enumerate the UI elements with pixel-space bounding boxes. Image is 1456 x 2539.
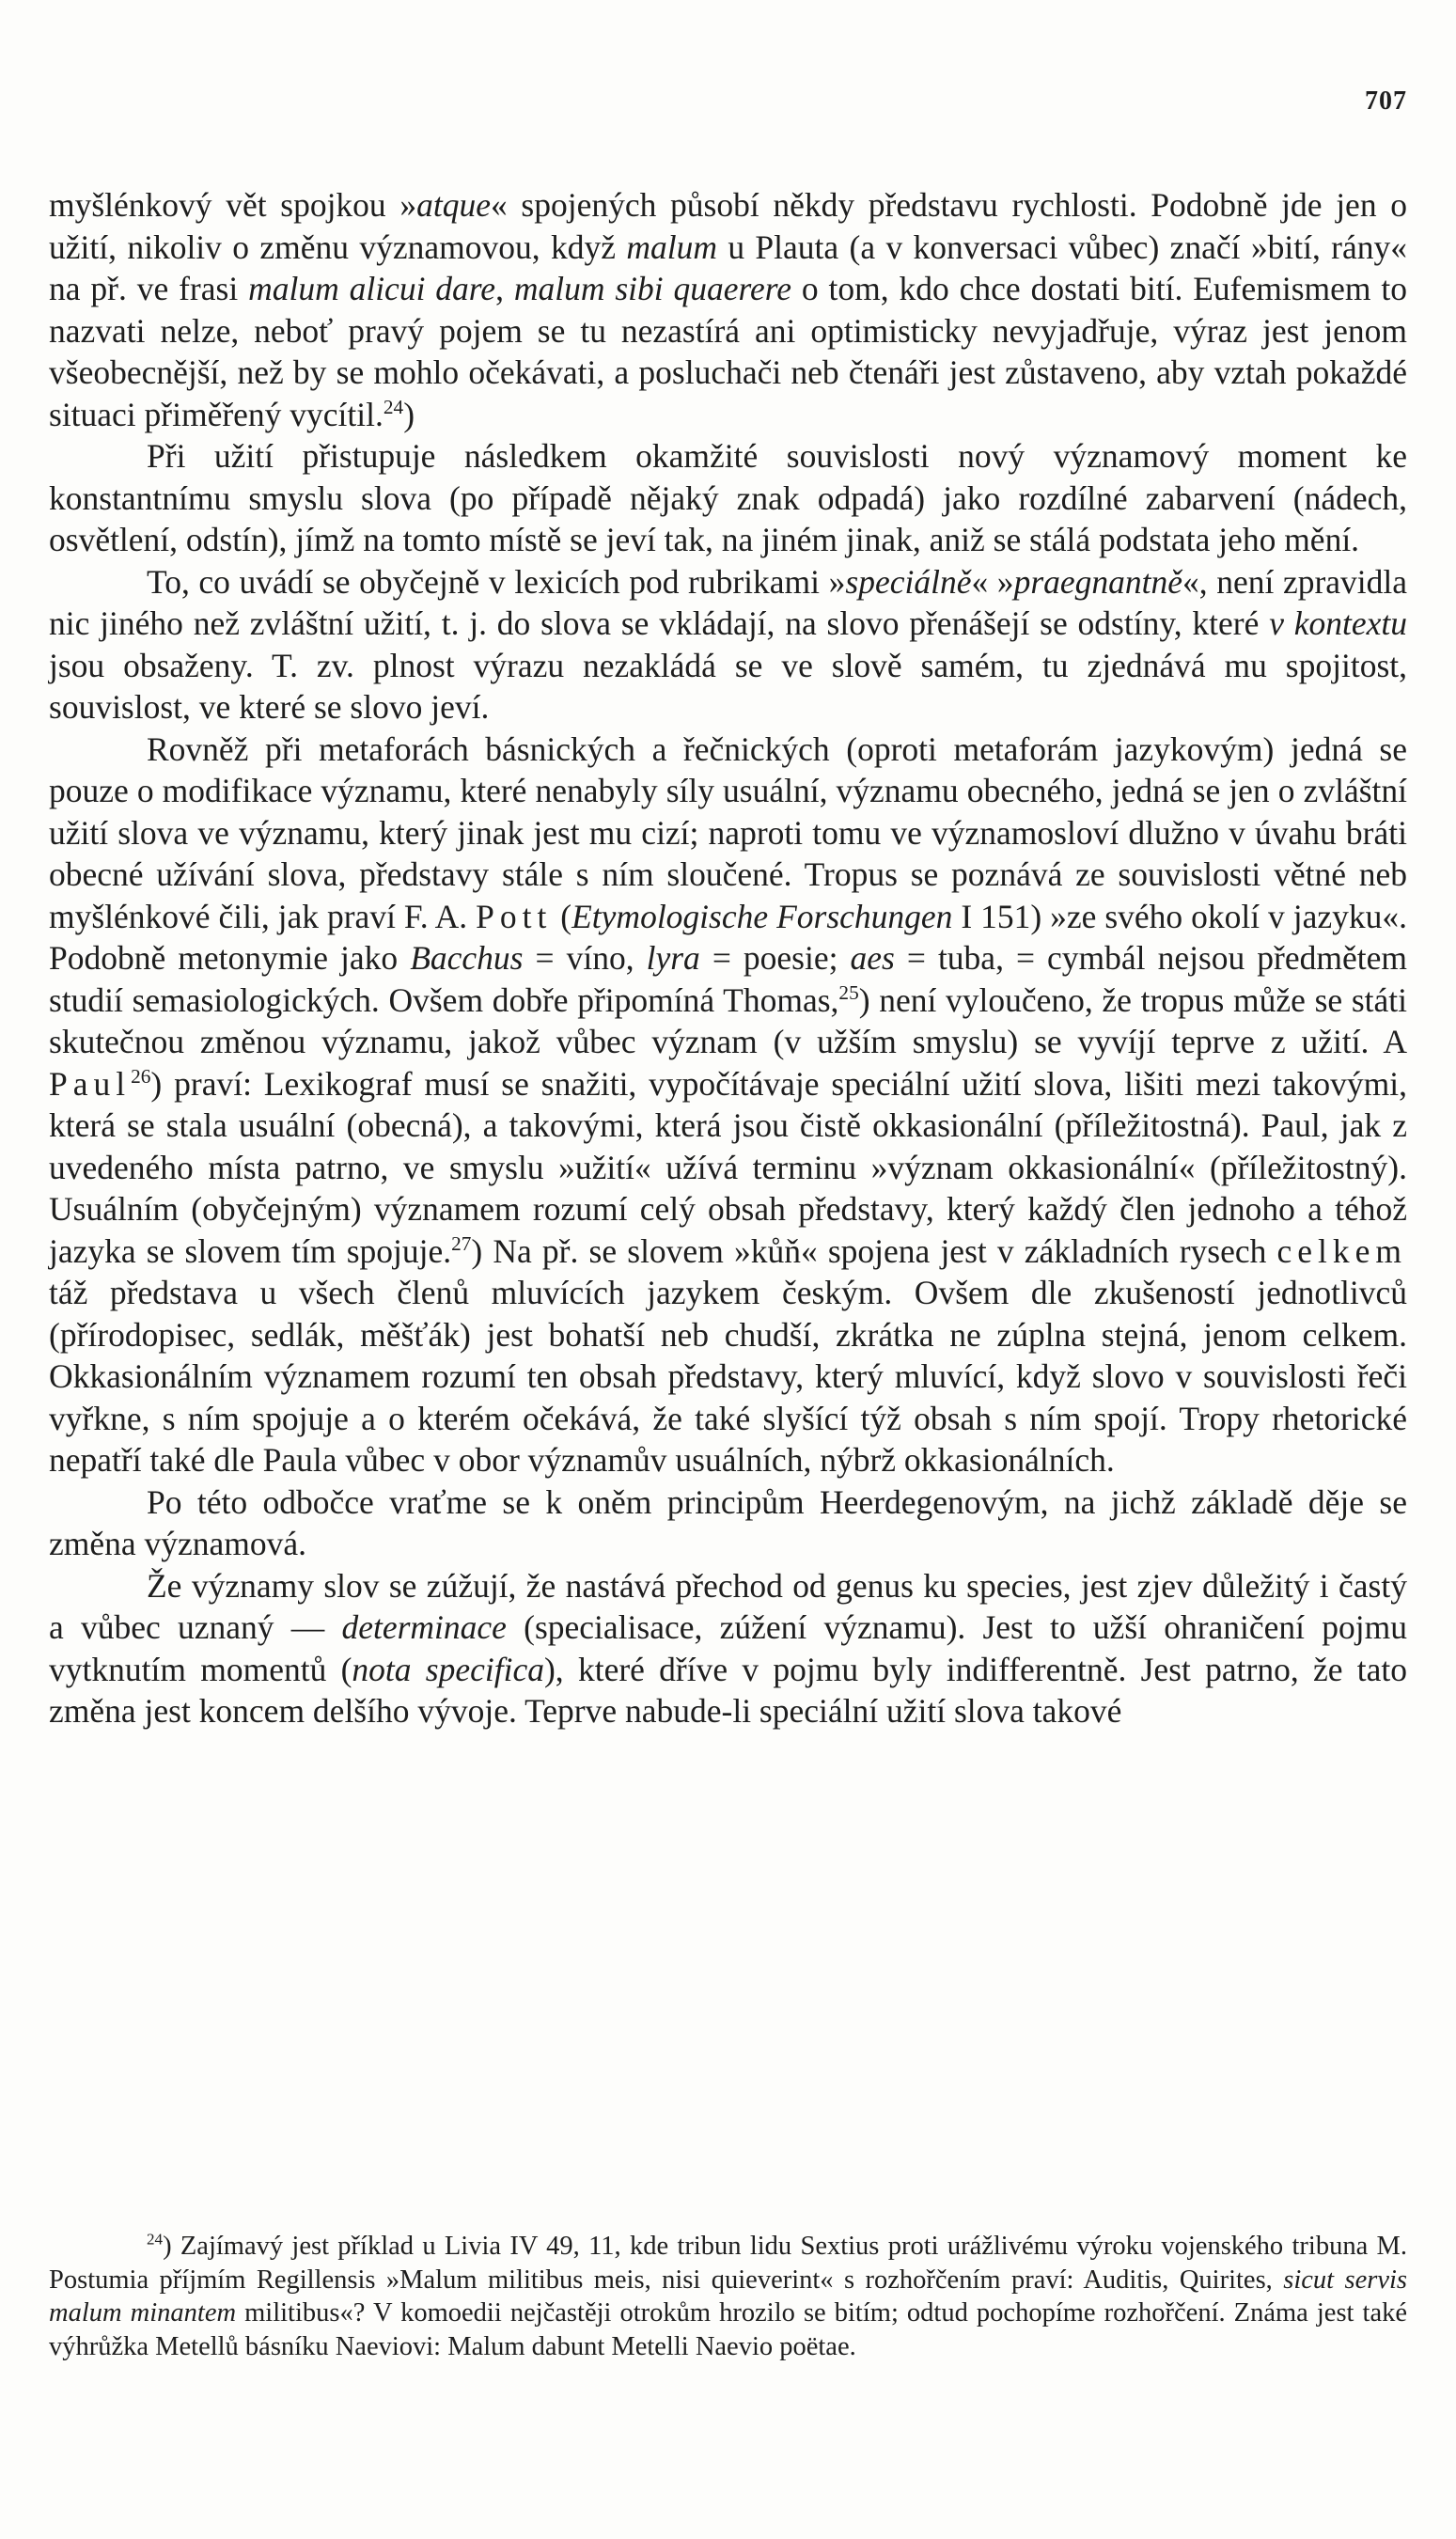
text-run: « » bbox=[971, 562, 1014, 601]
paragraph bbox=[49, 729, 1407, 1481]
paragraph bbox=[49, 184, 1407, 435]
paragraph bbox=[49, 1481, 1407, 1565]
text-run: jsou obsaženy. T. zv. plnost výrazu nezakládá se ve slově samém, tu zjednává mu spojitost, souvislost, ve které se slovo jeví. bbox=[49, 646, 1407, 726]
text-run: = tuba, = cymbál nejsou předmětem studií semasiologických. Ovšem dobře připomíná Thomas, bbox=[49, 939, 1407, 1019]
text-run: = víno, bbox=[523, 939, 647, 977]
footnote-ref: 27 bbox=[451, 1231, 472, 1255]
text-run: «, není zpravidla nic jiného než zvláštní užití, t. j. do slova se vkládají, na slovo přenášejí se odstíny, které bbox=[49, 562, 1408, 642]
paragraph bbox=[49, 435, 1407, 561]
text-run: I 151) »ze svého okolí v jazyku«. Podobně metonymie jako bbox=[49, 897, 1407, 977]
italic-text: Bacchus bbox=[410, 939, 524, 977]
italic-text: praegnantně bbox=[1013, 562, 1183, 601]
text-run: u Plauta (a v konversaci vůbec) značí »bití, rány« na př. ve frasi bbox=[49, 227, 1407, 307]
text-run: Po této odbočce vraťme se k oněm principům Heerdegenovým, na jichž základě děje se změna významová. bbox=[49, 1482, 1407, 1562]
text-run: myšlénkový vět spojkou » bbox=[49, 186, 417, 224]
text-run: o tom, kdo chce dostati bití. Eufemismem to nazvati nelze, neboť pravý pojem se tu nezastírá ani optimisticky nevyjadřuje, výraz jest jenom všeobecnější, než by se mohlo očekávati, a posluchači neb čtenáři jest zůstaveno, aby vztah pokaždé situaci přiměřený vycítil. bbox=[49, 270, 1407, 433]
italic-text: Etymologische Forschungen bbox=[571, 897, 953, 935]
text-run: ) bbox=[403, 395, 415, 433]
text-run: ) praví: Lexikograf musí se snažiti, vypočítávaje speciální užití slova, lišiti mezi takovými, která se stala usuální (obecná), a takovými, která jsou čistě okkasionální (příležitostná). Paul, jak z uvedeného místa patrno, ve smyslu »užití« užívá terminu »význam okkasionální« (příležitostný). Usuálním (obyčejným) významem rozumí celý obsah představy, který každý člen jednoho a téhož jazyka se slovem tím spojuje. bbox=[49, 1064, 1407, 1270]
text-run: táž představa u všech členů mluvících jazykem českým. Ovšem dle zkušeností jednotlivců (přírodopisec, sedlák, měšťák) jest bohatší neb chudší, zkrátka ne zúplna stejná, jenom celkem. Okkasionálním významem rozumí ten obsah představy, který mluvící, když slovo v souvislosti řeči vyřkne, s ním spojuje a o kterém očekává, že také slyšící týž obsah s ním spojí. Tropy rhetorické nepatří také dle Paula vůbec v obor významův usuálních, nýbrž okkasionálních. bbox=[49, 1274, 1407, 1479]
paragraph bbox=[49, 1565, 1407, 1732]
text-run: ), které dříve v pojmu byly indifferentně. Jest patrno, že tato změna jest koncem delšího vývoje. Teprve nabude-li speciální užití slova takové bbox=[49, 1650, 1407, 1730]
italic-text: malum alicui dare bbox=[248, 270, 496, 307]
paragraph bbox=[49, 561, 1407, 729]
italic-text: speciálně bbox=[845, 562, 972, 601]
italic-text: malum sibi quaerere bbox=[513, 270, 792, 307]
text-run: ) není vyloučeno, že tropus může se státi skutečnou změnou významu, jakož vůbec význam (v užším smyslu) se vyvíjí teprve z užití. A bbox=[49, 980, 1407, 1060]
italic-text: sicut servis malum minantem bbox=[49, 2265, 1407, 2327]
footnote-ref: 26 bbox=[131, 1064, 151, 1088]
footnote-ref: 24 bbox=[383, 395, 404, 418]
spaced-name: celkem bbox=[1276, 1231, 1407, 1270]
italic-text: malum bbox=[626, 227, 717, 266]
italic-text: aes bbox=[850, 939, 895, 977]
footnote-ref: 24 bbox=[147, 2230, 164, 2249]
text-run: To, co uvádí se obyčejně v lexicích pod rubrikami » bbox=[147, 562, 846, 601]
body-text bbox=[49, 184, 1407, 1732]
page-number: 707 bbox=[1365, 86, 1407, 116]
footnote bbox=[49, 2230, 1407, 2363]
text-run: militibus«? V komoedii nejčastěji otrokům hrozilo se bitím; odtud pochopíme rozhořčení. Známa jest také výhrůžka Metellů básníku Naeviovi: Malum dabunt Metelli Naevio poëtae. bbox=[49, 2298, 1408, 2361]
italic-text: v kontextu bbox=[1269, 604, 1407, 642]
text-run: ) Na př. se slovem »kůň« spojena jest v základních rysech bbox=[471, 1231, 1277, 1270]
spaced-name: Paul bbox=[49, 1064, 132, 1103]
text-run: Rovněž při metaforách básnických a řečnických (oproti metaforám jazykovým) jedná se pouze o modifikace významu, které nenabyly síly usuální, významu obecného, jedná se jen o zvláštní užití slova ve významu, který jinak jest mu cizí; naproti tomu ve významosloví dlužno v úvahu bráti obecné užívání slova, představy stále s ním sloučené. Tropus se poznává ze souvislosti větné neb myšlénkové čili, jak praví F. A. bbox=[49, 729, 1407, 935]
footnotes bbox=[49, 2230, 1407, 2363]
footnote-ref: 25 bbox=[838, 980, 859, 1004]
text-run: ) Zajímavý jest příklad u Livia IV 49, 11, kde tribun lidu Sextius proti urážlivému výroku vojenského tribuna M. Postumia příjmím Regillensis »Malum militibus meis, nisi quieverint« s rozhořčením praví: Auditis, Quirites, bbox=[49, 2232, 1407, 2295]
text-run: « spojených působí někdy představu rychlosti. Podobně jde jen o užití, nikoliv o změnu významovou, když bbox=[49, 186, 1407, 266]
italic-text: determinace bbox=[341, 1608, 507, 1646]
italic-text: atque bbox=[416, 186, 491, 224]
spaced-name: Pott bbox=[476, 897, 553, 935]
text-run: Že významy slov se zúžují, že nastává přechod od genus ku species, jest zjev důležitý i častý a vůbec uznaný — bbox=[49, 1566, 1407, 1646]
text-run: (specialisace, zúžení významu). Jest to užší ohraničení pojmu vytknutím momentů ( bbox=[49, 1608, 1407, 1688]
italic-text: lyra bbox=[646, 939, 700, 977]
text-run: , bbox=[495, 270, 514, 307]
text-run: Při užití přistupuje následkem okamžité souvislosti nový významový moment ke konstantnímu smyslu slova (po případě nějaký znak odpadá) jako rozdílné zabarvení (nádech, osvětlení, odstín), jímž na tomto místě se jeví tak, na jiném jinak, aniž se stálá podstata jeho mění. bbox=[49, 437, 1407, 558]
text-run: = poesie; bbox=[699, 939, 851, 977]
italic-text: nota specifica bbox=[352, 1650, 544, 1688]
text-run: ( bbox=[552, 897, 572, 935]
